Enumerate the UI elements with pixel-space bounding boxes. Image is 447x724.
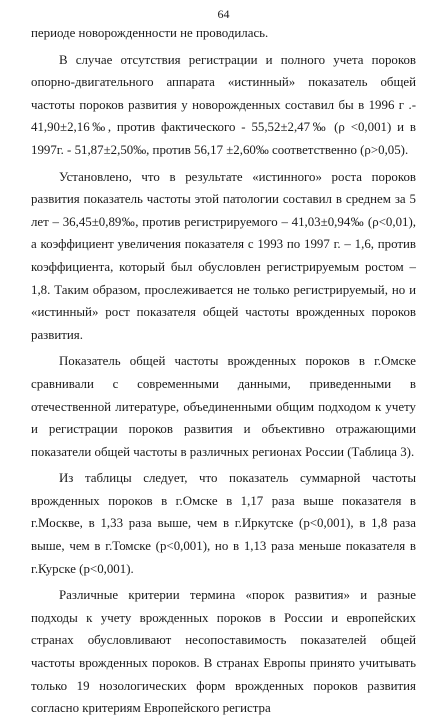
document-body (31, 22, 416, 724)
paragraph-true-rate: В случае отсутствия регистрации и полного учета пороков опорно-двигательного аппарата «истинный» показатель общей частоты пороков развития у новорожденных составил бы в 1996 г .- 41,90±2,16‰, против фактического - 55,52±2,47‰ (ρ <0,001) и в 1997г. - 51,87±2,50‰, против 56,17 ±2,60‰ соответственно (ρ>0,05). (31, 52, 416, 157)
paragraph-growth-established: Установлено, что в результате «истинного» роста пороков развития показатель частоты этой патологии составил в среднем за 5 лет – 36,45±0,89‰, против регистрируемого – 41,03±0,94‰ (ρ<0,01), а коэффициент увеличения показателя с 1993 по 1997 г. – 1,6, против коэффициента, который был обусловлен регистрируемым ростом – 1,8. Таким образом, прослеживается не только регистрируемый, но и «истинный» рост показателя общей частоты врожденных пороков развития. (31, 169, 416, 342)
paragraph-criteria-differences: Различные критерии термина «порок развития» и разные подходы к учету врожденных пороков в России и европейских странах обусловливают несопоставимость показателей общей частоты врожденных пороков. В странах Европы принято учитывать только 19 нозологических форм врожденных пороков развития согласно критериям Европейского регистра (31, 588, 416, 716)
paragraph-continuation: периоде новорожденности не проводилась. (31, 26, 269, 40)
paragraph-table-findings: Из таблицы следует, что показатель суммарной частоты врожденных пороков в г.Омске в 1,17 раза выше показателя в г.Москве, в 1,33 раза выше, чем в г.Иркутске (р<0,001), в 1,8 раза выше, чем в г.Томске (р<0,001), но в 1,13 раза меньше показателя в г.Курске (р<0,001). (31, 471, 416, 576)
page-number: 64 (217, 7, 230, 21)
paragraph-omsk-comparison: Показатель общей частоты врожденных пороков в г.Омске сравнивали с современными данными, приведенными в отечественной литературе, объединенными общим подходом к учету и регистрации пороков развития и объективно отражающими показатели общей частоты в различных регионах России (Таблица 3). (31, 354, 416, 459)
